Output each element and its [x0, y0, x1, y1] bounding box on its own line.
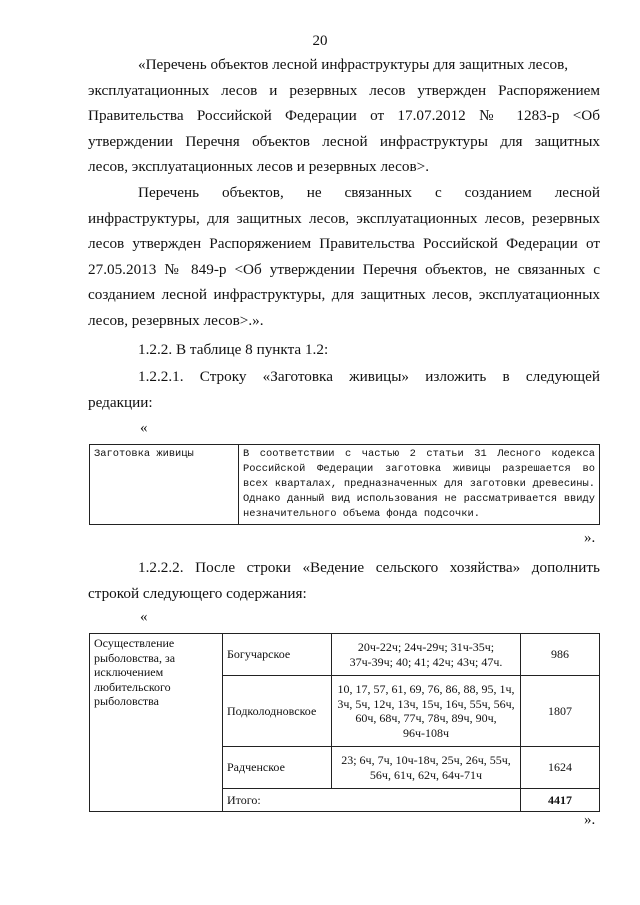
item-1-2-2-1: [88, 364, 600, 415]
text-line: лесов, резервных лесов>.».: [88, 311, 264, 329]
table-cell-total-label: Итого:: [223, 789, 521, 812]
text-line: инфраструктуры, для защитных лесов, эксплуатационных лесов, резервных: [88, 209, 600, 227]
text-line: лесов, эксплуатационных лесов и резервных лесов>.: [88, 158, 430, 176]
table-cell-activity: Осуществление рыболовства, за исключением любительского рыболовства: [90, 634, 223, 812]
table-row: [90, 634, 600, 676]
text-line: утверждении Перечня объектов лесной инфраструктуры для защитных: [88, 132, 600, 150]
table-cell-forestry: Богучарское: [223, 634, 332, 676]
open-quote: «: [140, 609, 148, 625]
table-cell-total-value: 4417: [521, 789, 600, 812]
table-cell-activity: Заготовка живицы: [90, 445, 239, 525]
text-line: 1.2.2.1. Строку «Заготовка живицы» изложить в следующей: [138, 368, 600, 385]
text-line: Правительства Российской Федерации от 17.07.2012 № 1283-р <Об: [88, 107, 600, 125]
table-cell-quarters: 10, 17, 57, 61, 69, 76, 86, 88, 95, 1ч, 3ч, 5ч, 12ч, 13ч, 15ч, 16ч, 55ч, 56ч, 60ч, 68ч, 77ч, 78ч, 89ч, 90ч, 96ч-108ч: [332, 676, 521, 747]
table-fishing: [89, 633, 600, 812]
item-1-2-2: [88, 337, 600, 363]
text-line: созданием лесной инфраструктуры, для защитных лесов, эксплуатационных: [88, 286, 600, 304]
table-cell-quarters: 23; 6ч, 7ч, 10ч-18ч, 25ч, 26ч, 55ч, 56ч, 61ч, 62ч, 64ч-71ч: [332, 747, 521, 789]
page-number: 20: [312, 33, 328, 49]
text-line: 1.2.2.2. После строки «Ведение сельского хозяйства» дополнить: [138, 559, 600, 576]
table-cell-quarters: 20ч-22ч; 24ч-29ч; 31ч-35ч; 37ч-39ч; 40; 41; 42ч; 43ч; 47ч.: [332, 634, 521, 676]
text-line: «Перечень объектов лесной инфраструктуры для защитных лесов,: [138, 56, 569, 73]
table-cell-description: В соответствии с частью 2 статьи 31 Лесного кодекса Российской Федерации заготовка живицы разрешается во всех кварталах, предназначенных для заготовки древесины. Однако данный вид использования не рассматривается ввиду незначительного объема фонда подсочки.: [239, 445, 600, 525]
table-resin-harvesting: [89, 444, 600, 525]
text-line: Перечень объектов, не связанных с созданием лесной: [138, 184, 600, 201]
table-cell-area: 1807: [521, 676, 600, 747]
text-line: лесов утвержден Распоряжением Правительства Российской Федерации от: [88, 235, 600, 253]
text-line: редакции:: [88, 393, 153, 411]
item-1-2-2-2: [88, 555, 600, 606]
table-cell-area: 986: [521, 634, 600, 676]
close-quote: ».: [584, 812, 596, 828]
table-cell-area: 1624: [521, 747, 600, 789]
table-cell-forestry: Подколодновское: [223, 676, 332, 747]
text-line: строкой следующего содержания:: [88, 584, 307, 602]
open-quote: «: [140, 420, 148, 436]
text-line: 27.05.2013 № 849-р <Об утверждении Перечня объектов, не связанных с: [88, 260, 600, 278]
text-line: 1.2.2. В таблице 8 пункта 1.2:: [138, 341, 329, 358]
paragraph-infrastructure-list: [88, 52, 600, 180]
table-row: [90, 445, 600, 525]
close-quote: ».: [584, 530, 596, 546]
text-line: эксплуатационных лесов и резервных лесов утвержден Распоряжением: [88, 81, 600, 99]
paragraph-non-infrastructure-list: [88, 180, 600, 334]
table-cell-forestry: Радченское: [223, 747, 332, 789]
